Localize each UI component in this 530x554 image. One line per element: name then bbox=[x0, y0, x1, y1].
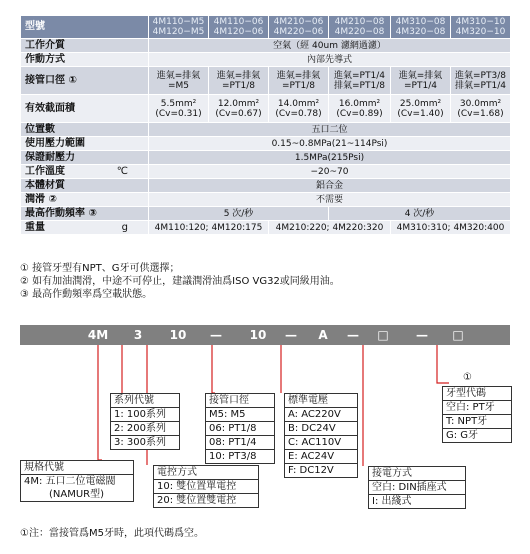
thread-item: 空白: PT牙 bbox=[443, 401, 511, 415]
row-value: 五口二位 bbox=[149, 123, 511, 137]
spec-code-item: (NAMUR型) bbox=[49, 489, 105, 500]
model-cell: 4M310−08 4M320−08 bbox=[391, 16, 451, 39]
code-dash-1: — bbox=[210, 328, 222, 342]
voltage-title: 標準電壓 bbox=[285, 394, 357, 408]
row-label: 工作介質 bbox=[21, 39, 149, 53]
code-series: 3 bbox=[133, 328, 143, 342]
row-cell: 30.0mm² (Cv=1.68) bbox=[451, 95, 511, 123]
code-dash-2: — bbox=[285, 328, 297, 342]
row-label: 位置數 bbox=[21, 123, 149, 137]
thread-box bbox=[442, 386, 512, 443]
row-unit: g bbox=[121, 221, 128, 233]
control-box bbox=[153, 465, 259, 508]
series-item: 1: 100系列 bbox=[111, 408, 179, 422]
row-cell: 進氣=排氣 =M5 bbox=[149, 67, 209, 95]
code-4m: 4M bbox=[87, 328, 109, 342]
series-item: 2: 200系列 bbox=[111, 422, 179, 436]
code-control: 10 bbox=[169, 328, 187, 342]
control-item: 20: 雙位置雙電控 bbox=[157, 495, 237, 506]
voltage-item: F: DC12V bbox=[288, 465, 334, 476]
row-cell: 4M310:310; 4M320:400 bbox=[391, 221, 511, 235]
row-label: 重量 g bbox=[21, 221, 149, 235]
row-cell: 進氣=排氣 =PT1/8 bbox=[269, 67, 329, 95]
row-value: −20~70 bbox=[149, 165, 511, 179]
wiring-item: 空白: DIN插座式 bbox=[369, 481, 465, 495]
row-value: 內部先導式 bbox=[149, 53, 511, 67]
row-cell: 進氣=PT1/4 排氣=PT1/8 bbox=[329, 67, 391, 95]
voltage-item: A: AC220V bbox=[285, 408, 357, 422]
port-title: 接管口徑 bbox=[206, 394, 274, 408]
row-label: 工作溫度 ℃ bbox=[21, 165, 149, 179]
note-3: ③ 最高作動頻率爲空載狀態。 bbox=[20, 289, 153, 300]
spec-code-item: 4M: 五口二位電磁閥 bbox=[24, 476, 116, 487]
series-title: 系列代號 bbox=[111, 394, 179, 408]
code-dash-4: — bbox=[416, 328, 428, 342]
row-value: 空氣（經 40um 濾網過濾） bbox=[149, 39, 511, 53]
row-label: 保證耐壓力 bbox=[21, 151, 149, 165]
voltage-item: E: AC24V bbox=[285, 450, 357, 464]
thread-item: T: NPT牙 bbox=[443, 415, 511, 429]
spec-code-title: 規格代號 bbox=[21, 461, 133, 475]
row-label: 有效截面積 bbox=[21, 95, 149, 123]
row-label: 本體材質 bbox=[21, 179, 149, 193]
row-cell: 進氣=PT3/8 排氣=PT1/4 bbox=[451, 67, 511, 95]
thread-title: 牙型代碼 bbox=[443, 387, 511, 401]
row-cell: 4M210:220; 4M220:320 bbox=[269, 221, 391, 235]
voltage-box bbox=[284, 393, 358, 478]
model-cell: 4M310−10 4M320−10 bbox=[451, 16, 511, 39]
row-unit: ℃ bbox=[116, 165, 128, 177]
row-cell: 5.5mm² (Cv=0.31) bbox=[149, 95, 209, 123]
row-value: 0.15~0.8MPa(21~114Psi) bbox=[149, 137, 511, 151]
header-label: 型號 bbox=[21, 16, 149, 39]
thread-item: G: G牙 bbox=[446, 430, 479, 441]
note-2: ② 如有加油潤滑，中途不可停止，建議潤滑油爲ISO VG32或同級用油。 bbox=[20, 276, 340, 287]
control-title: 電控方式 bbox=[154, 466, 258, 480]
row-cell: 5 次/秒 bbox=[149, 207, 329, 221]
thread-note-marker: ① bbox=[463, 372, 472, 383]
row-value: 不需要 bbox=[149, 193, 511, 207]
code-port: 10 bbox=[249, 328, 267, 342]
row-value: 1.5MPa(215Psi) bbox=[149, 151, 511, 165]
code-voltage: A bbox=[318, 328, 328, 342]
row-cell: 16.0mm² (Cv=0.89) bbox=[329, 95, 391, 123]
port-item: 08: PT1/4 bbox=[206, 436, 274, 450]
voltage-item: C: AC110V bbox=[285, 436, 357, 450]
note-1: ① 接管牙型有NPT、G牙可供選擇； bbox=[20, 263, 180, 274]
code-thread: □ bbox=[452, 328, 464, 342]
row-label: 潤滑 ② bbox=[21, 193, 149, 207]
row-cell: 4M110:120; 4M120:175 bbox=[149, 221, 269, 235]
port-item: 06: PT1/8 bbox=[206, 422, 274, 436]
row-cell: 4 次/秒 bbox=[329, 207, 511, 221]
model-cell: 4M210−08 4M220−08 bbox=[329, 16, 391, 39]
row-label: 接管口徑 ① bbox=[21, 67, 149, 95]
wiring-item: I: 出綫式 bbox=[372, 496, 412, 507]
row-cell: 進氣=排氣 =PT1/4 bbox=[391, 67, 451, 95]
row-label: 使用壓力範圍 bbox=[21, 137, 149, 151]
row-label: 最高作動頻率 ③ bbox=[21, 207, 149, 221]
model-cell: 4M110−06 4M120−06 bbox=[209, 16, 269, 39]
row-cell: 12.0mm² (Cv=0.67) bbox=[209, 95, 269, 123]
footer-note: ①注：當接管爲M5牙時，此項代碼爲空。 bbox=[20, 528, 204, 539]
wiring-box bbox=[368, 466, 466, 509]
row-cell: 25.0mm² (Cv=1.40) bbox=[391, 95, 451, 123]
model-cell: 4M110−M5 4M120−M5 bbox=[149, 16, 209, 39]
series-box bbox=[110, 393, 180, 450]
code-dash-3: — bbox=[347, 328, 359, 342]
spec-code-box bbox=[20, 460, 134, 502]
control-item: 10: 雙位置單電控 bbox=[154, 480, 258, 494]
voltage-item: B: DC24V bbox=[285, 422, 357, 436]
port-box bbox=[205, 393, 275, 464]
wiring-title: 接電方式 bbox=[369, 467, 465, 481]
row-label: 作動方式 bbox=[21, 53, 149, 67]
model-cell: 4M210−06 4M220−06 bbox=[269, 16, 329, 39]
row-value: 鋁合金 bbox=[149, 179, 511, 193]
series-item: 3: 300系列 bbox=[114, 437, 166, 448]
port-item: 10: PT3/8 bbox=[209, 451, 257, 462]
code-wiring: □ bbox=[377, 328, 389, 342]
port-item: M5: M5 bbox=[206, 408, 274, 422]
row-cell: 進氣=排氣 =PT1/8 bbox=[209, 67, 269, 95]
row-cell: 14.0mm² (Cv=0.78) bbox=[269, 95, 329, 123]
